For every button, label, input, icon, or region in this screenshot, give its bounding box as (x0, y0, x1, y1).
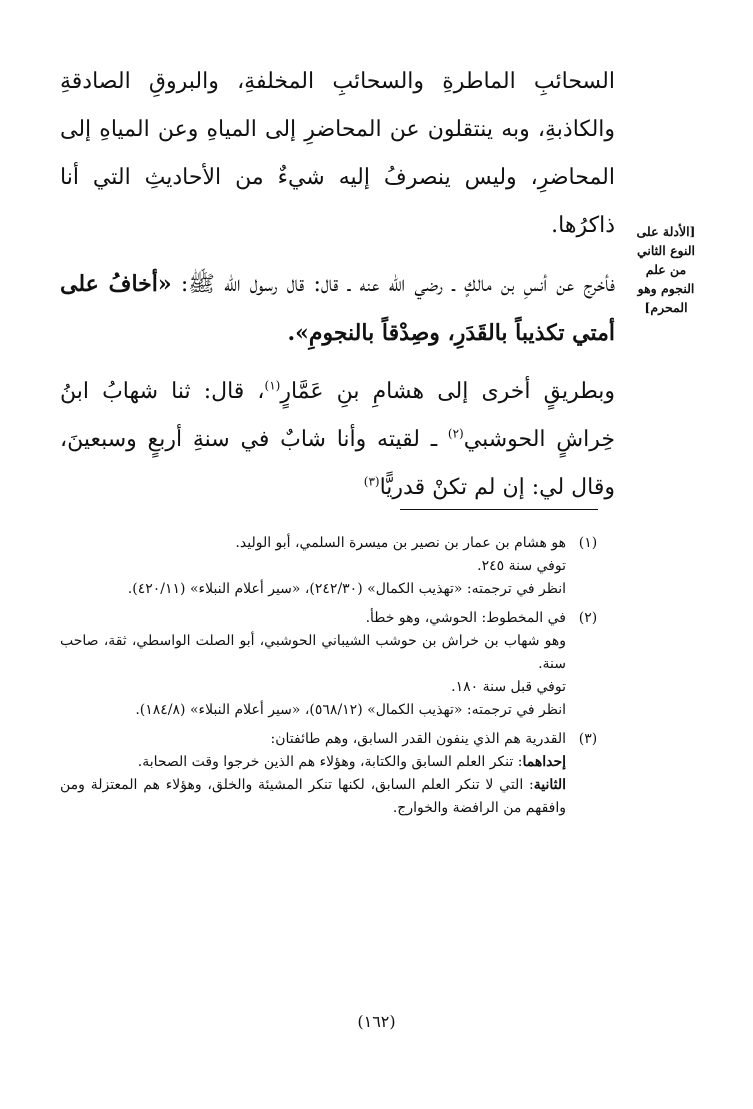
paragraph-2 (60, 260, 615, 358)
footnote-number: (٣) (578, 731, 598, 747)
footnote-label: الثانية (533, 777, 566, 793)
p1-line-3: وليس ينصرفُ إليه شيءٌ من الأحاديثِ التي أنا ذاكرُها. (60, 165, 615, 238)
p3-part-c: ـ لقيته وأنا شابٌ في سنةِ أربعٍ وسبعينَ، وقال لي: إن لم تكنْ قدريًّا (60, 427, 615, 500)
footnote-3 (60, 728, 610, 820)
paragraph-3 (60, 368, 615, 512)
footnote-line (60, 774, 566, 820)
footnote-ref-1[interactable]: (١) (264, 378, 281, 393)
margin-note-line: المحرم] (644, 300, 688, 315)
footnote-text: : تنكر العلم السابق والكتابة، وهؤلاء هم الذين خرجوا وقت الصحابة. (137, 754, 523, 770)
footnote-line: القدرية هم الذي ينفون القدر السابق، وهم طائفتان: (270, 731, 566, 747)
footnotes (60, 532, 610, 826)
footnote-line: في المخطوط: الحوشي، وهو خطأ. (365, 610, 566, 626)
margin-note-line: من علم (645, 262, 687, 277)
p1-line-1: السحائبِ الماطرةِ والسحائبِ المخلفةِ، والبروقِ الصادقةِ والكاذبةِ، (60, 69, 616, 142)
page-number: (١٦٢) (357, 1012, 396, 1031)
footnote-line: انظر في ترجمته: «تهذيب الكمال» (٥٦٨/١٢)، «سير أعلام النبلاء» (١٨٤/٨). (135, 702, 566, 718)
hadith-intro: فأخرج عن أنسِ بن مالكٍ ـ رضي الله عنه ـ قال: قال رسول الله ﷺ: (180, 272, 615, 297)
p3-part-b: ، قال: ثنا شهابُ ابنُ خِراشٍ الحوشبي (60, 379, 615, 452)
footnote-line: هو هشام بن عمار بن نصير بن ميسرة السلمي، أبو الوليد. (235, 535, 566, 551)
footnote-line: توفي قبل سنة ١٨٠. (451, 679, 566, 695)
footnote-label: إحداهما (522, 754, 566, 770)
footnote-number: (١) (578, 535, 598, 551)
margin-note-line: النوع الثاني (636, 243, 696, 258)
footnote-ref-2[interactable]: (٢) (447, 426, 464, 441)
margin-note-line: النجوم وهو (637, 281, 695, 296)
footnote-line: توفي سنة ٢٤٥. (477, 558, 566, 574)
footnote-body (60, 532, 566, 601)
footnote-separator (400, 509, 598, 510)
margin-note (628, 222, 704, 317)
main-text (60, 58, 615, 512)
footnote-text: : التي لا تنكر العلم السابق، لكنها تنكر المشيئة والخلق، وهؤلاء هم المعتزلة ومن وافقهم من الرافضة والخوارج. (60, 777, 566, 816)
p1-line-2: وبه ينتقلون عن المحاضرِ إلى المياهِ وعن المياهِ إلى المحاضرِ، (60, 117, 615, 190)
margin-note-line: [الأدلة على (636, 224, 696, 239)
footnote-body (60, 607, 566, 722)
hadith-quote: «أخافُ على أمتي تكذيباً بالقَدَرِ، وصِدْقاً بالنجومِ». (60, 271, 615, 346)
footnote-1 (60, 532, 610, 601)
footnote-ref-3[interactable]: (٣) (363, 474, 380, 489)
p3-part-a: وبطريقٍ أخرى إلى هشامِ بنِ عَمَّارٍ (280, 379, 616, 404)
footnote-line (60, 751, 566, 774)
paragraph-1 (60, 58, 615, 250)
footnote-number: (٢) (578, 610, 598, 626)
footnote-2 (60, 607, 610, 722)
footnote-line: انظر في ترجمته: «تهذيب الكمال» (٢٤٢/٣٠)، «سير أعلام النبلاء» (٤٢٠/١١). (127, 581, 566, 597)
footnote-body (60, 728, 566, 820)
footnote-line: وهو شهاب بن خراش بن حوشب الشيباني الحوشبي، أبو الصلت الواسطي، ثقة، صاحب سنة. (60, 633, 566, 672)
